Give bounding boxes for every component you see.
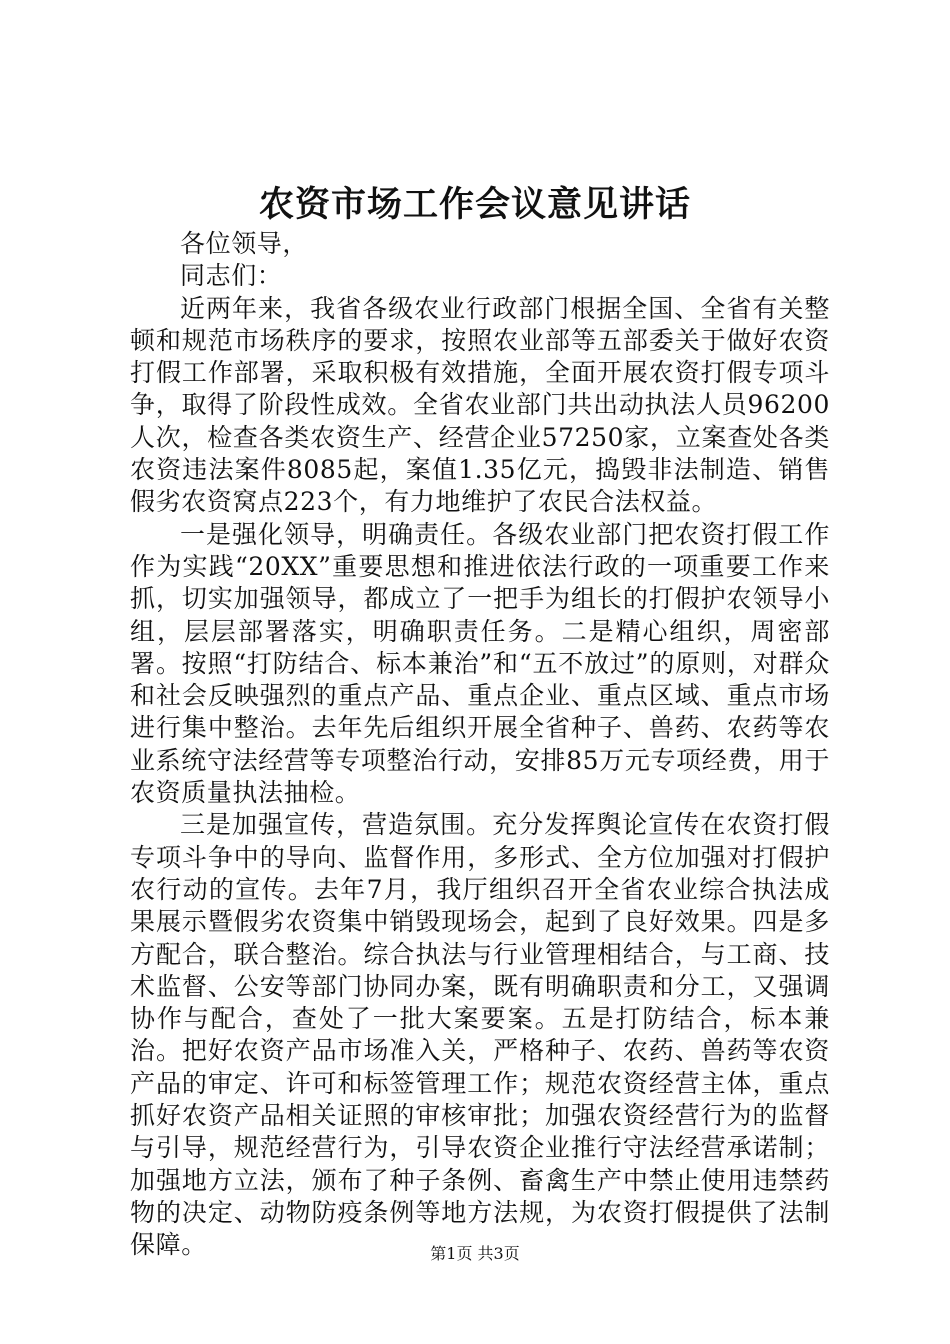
salutation-leaders: 各位领导，: [180, 229, 309, 258]
paragraph-publicity-cooperation: 三是加强宣传，营造氛围。充分发挥舆论宣传在农资打假专项斗争中的导向、监督作用，多形式、全方位加强对打假护农行动的宣传。去年7月，我厅组织召开全省农业综合执法成果展示暨假劣农资集中销毁现场会，起到了良好效果。四是多方配合，联合整治。综合执法与行业管理相结合，与工商、技术监督、公安等部门协同办案，既有明确职责和分工，又强调协作与配合，查处了一批大案要案。五是打防结合，标本兼治。把好农资产品市场准入关，严格种子、农药、兽药等农资产品的审定、许可和标签管理工作；规范农资经营主体，重点抓好农资产品相关证照的审核审批；加强农资经营行为的监督与引导，规范经营行为，引导农资企业推行守法经营承诺制；加强地方立法，颁布了种子条例、畜禽生产中禁止使用违禁药物的决定、动物防疫条例等地方法规，为农资打假提供了法制保障。: [130, 810, 830, 1260]
paragraph-leadership-organization: 一是强化领导，明确责任。各级农业部门把农资打假工作作为实践“20XX”重要思想和推进依法行政的一项重要工作来抓，切实加强领导，都成立了一把手为组长的打假护农领导小组，层层部署落实，明确职责任务。二是精心组织，周密部署。按照“打防结合、标本兼治”和“五不放过”的原则，对群众和社会反映强烈的重点产品、重点企业、重点区域、重点市场进行集中整治。去年先后组织开展全省种子、兽药、农药等农业系统守法经营等专项整治行动，安排85万元专项经费，用于农资质量执法抽检。: [130, 519, 830, 808]
paragraph-overview: 近两年来，我省各级农业行政部门根据全国、全省有关整顿和规范市场秩序的要求，按照农业部等五部委关于做好农资打假工作部署，采取积极有效措施，全面开展农资打假专项斗争，取得了阶段性成效。全省农业部门共出动执法人员96200人次，检查各类农资生产、经营企业57250家，立案查处各类农资违法案件8085起，案值1.35亿元，捣毁非法制造、销售假劣农资窝点223个，有力地维护了农民合法权益。: [130, 293, 830, 517]
salutation-comrades: 同志们：: [180, 261, 283, 291]
page-footer: 第1页 共3页: [430, 1244, 520, 1263]
document-title: 农资市场工作会议意见讲话: [258, 184, 691, 225]
document-body: [130, 228, 830, 1262]
